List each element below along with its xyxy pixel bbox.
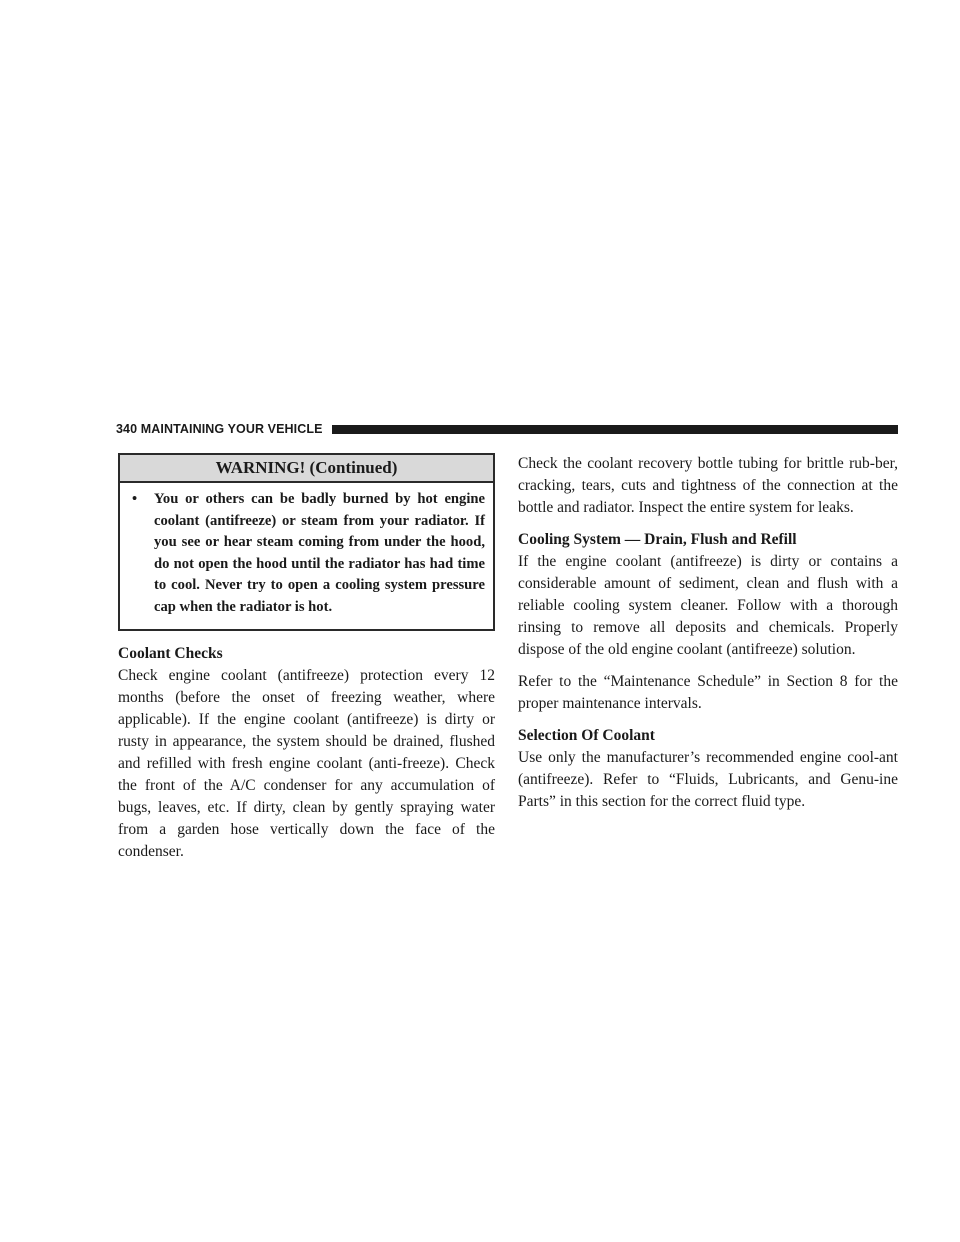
warning-title: WARNING! (Continued) (120, 455, 493, 483)
drain-flush-refill-paragraph: If the engine coolant (antifreeze) is dirty or contains a considerable amount of sediment, clean and flush with a reliable cooling system cleaner. Follow with a thorough rinsing to remove all deposits and chemicals. Properly dispose of the old engine coolant (antifreeze) solution. (518, 553, 898, 658)
maintenance-schedule-paragraph: Refer to the “Maintenance Schedule” in Section 8 for the proper maintenance intervals. (518, 673, 898, 712)
warning-text: You or others can be badly burned by hot engine coolant (antifreeze) or steam from your radiator. If you see or hear steam coming from under the hood, do not open the hood until the radiator has had time to cool. Never try to open a cooling system pressure cap when the radiator is hot. (154, 491, 485, 615)
page-header (116, 420, 898, 438)
header-rule (332, 425, 898, 434)
recovery-bottle-paragraph: Check the coolant recovery bottle tubing for brittle rub-ber, cracking, tears, cuts and tightness of the connection at the bottle and radiator. Inspect the entire system for leaks. (518, 455, 898, 516)
coolant-checks-heading: Coolant Checks (118, 644, 223, 662)
warning-body (120, 483, 493, 629)
selection-of-coolant-heading: Selection Of Coolant (518, 727, 655, 744)
drain-flush-refill-heading: Cooling System — Drain, Flush and Refill (518, 531, 797, 548)
warning-box (118, 453, 495, 631)
right-column (518, 453, 898, 813)
page-header-title: 340 MAINTAINING YOUR VEHICLE (116, 422, 323, 436)
coolant-checks-paragraph: Check engine coolant (antifreeze) protection every 12 months (before the onset of freezing weather, where applicable). If the engine coolant (antifreeze) is dirty or rusty in appearance, the system should be drained, flushed and refilled with fresh engine coolant (anti-freeze). Check the front of the A/C condenser for any accumulation of bugs, leaves, etc. If dirty, clean by gently spraying water from a garden hose vertically down the face of the condenser. (118, 666, 495, 860)
bullet-icon: • (132, 491, 138, 507)
left-column (118, 453, 495, 863)
selection-of-coolant-paragraph: Use only the manufacturer’s recommended engine cool-ant (antifreeze). Refer to “Fluids, Lubricants, and Genu-ine Parts” in this section for the correct fluid type. (518, 749, 898, 810)
